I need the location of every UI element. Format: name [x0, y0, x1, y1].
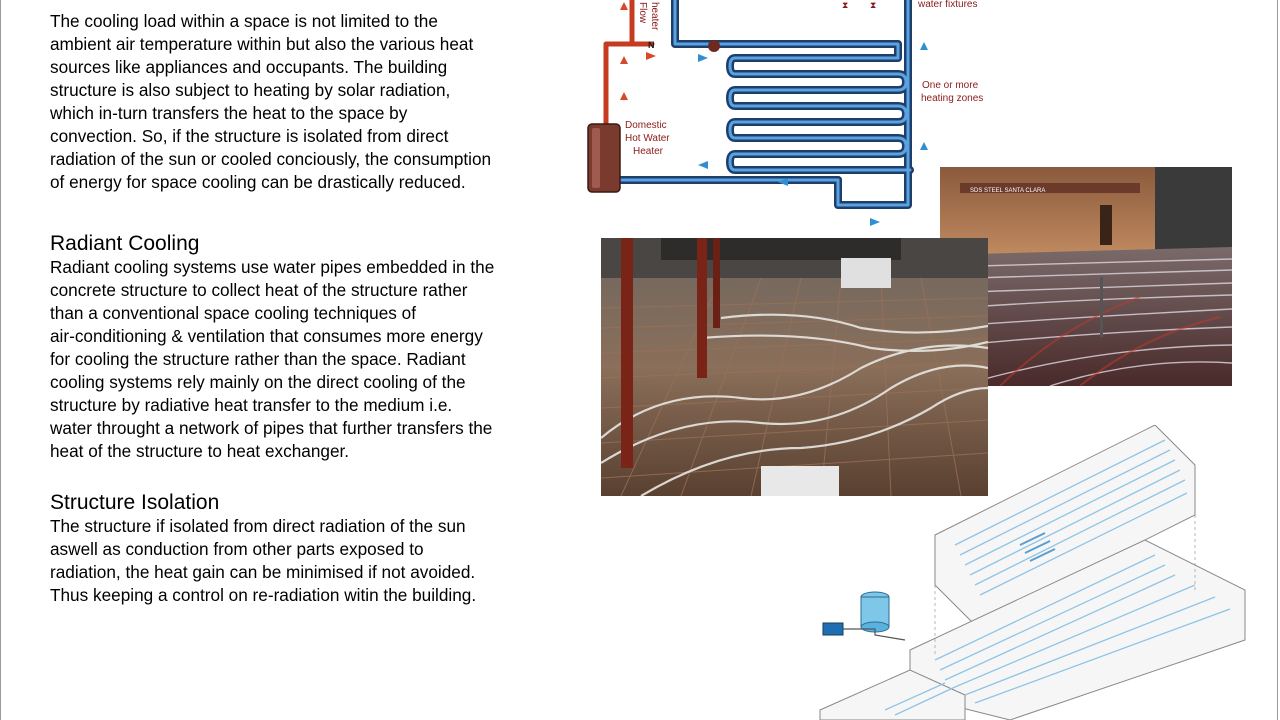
svg-text:N: N: [648, 40, 655, 50]
flow-label: Flow: [637, 2, 648, 24]
radiant-cooling-heading: Radiant Cooling: [50, 232, 200, 255]
structure-isolation-paragraph: The structure if isolated from direct radiation of the sun aswell as conduction from other parts exposed to radiation, the heat gain can be minimised if not avoided. Thus keeping a control on re-radiation witin the building.: [50, 516, 477, 605]
radiant-heating-schematic: [580, 0, 1000, 230]
fixtures-label: water fixtures: [918, 0, 978, 10]
wall-sign: SDS STEEL SANTA CLARA: [970, 188, 1046, 194]
valve-icon: ⧗: [842, 0, 849, 10]
isometric-building-drawing: [815, 425, 1250, 720]
zones-label-2: heating zones: [921, 93, 984, 104]
heater-label-1: Domestic: [625, 120, 667, 131]
heater-label-2: Hot Water: [625, 133, 670, 144]
radiant-cooling-paragraph: Radiant cooling systems use water pipes embedded in the concrete structure to collect heat of the structure rather than a conventional space cooling techniques of air-conditioning & ventilation that consumes more energy for cooling the structure rather than the space. Radiant cooling systems rely mainly on the direct cooling of the structure by radiative heat transfer to the medium i.e. water throught a network of pipes that further transfers the heat of the structure to heat exchanger.: [50, 257, 495, 461]
heater-label-3: Heater: [633, 146, 664, 157]
heater-label-vertical: heater: [649, 2, 660, 31]
intro-paragraph: The cooling load within a space is not limited to the ambient air temperature within but also the various heat sources like appliances and occupants. The building structure is also subject to heating by solar radiation, which in-turn transfers the heat to the space by convection. So, if the structure is isolated from direct radiation of the sun or cooled conciously, the consumption of energy for space cooling can be drastically reduced.: [50, 11, 492, 192]
structure-isolation-heading: Structure Isolation: [50, 491, 220, 514]
zones-label-1: One or more: [922, 80, 979, 91]
valve-icon: ⧗: [870, 0, 877, 10]
